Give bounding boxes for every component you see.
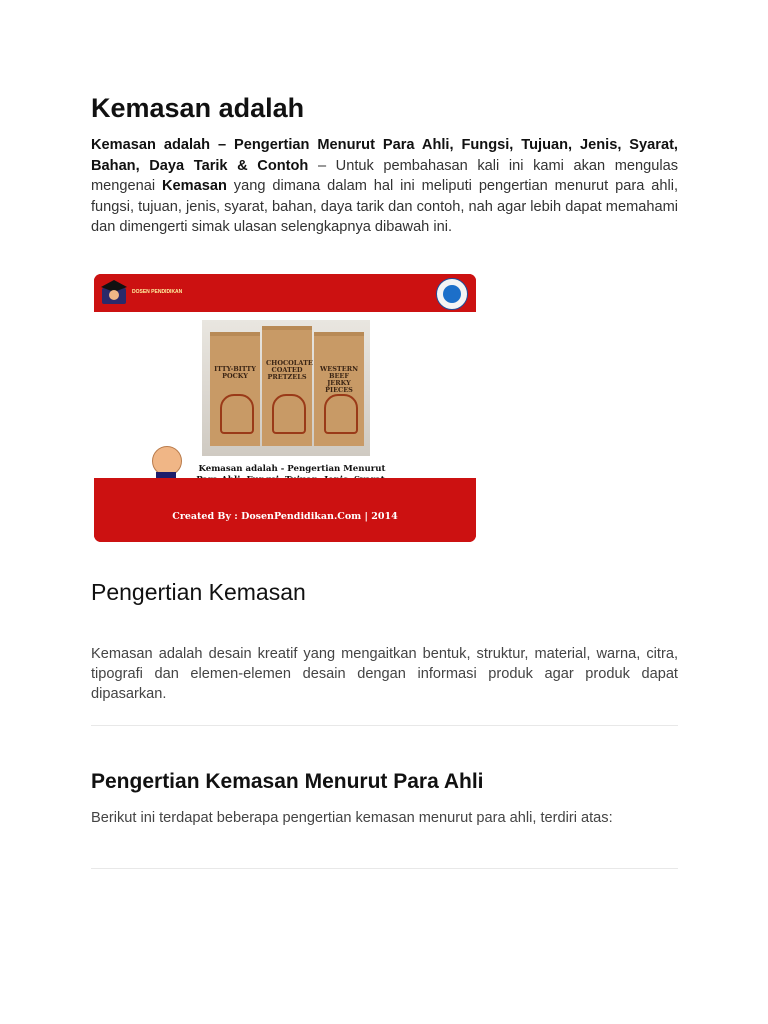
page-title: Kemasan adalah [91,93,305,123]
site-logo-icon [100,280,128,306]
bag-label: WESTERN BEEF JERKY PIECES [319,365,359,394]
banner-credit: Created By : DosenPendidikan.Com | 2014 [172,511,398,522]
coffee-bag-3 [314,332,364,446]
bag-label: ITTY-BITTY POCKY [214,365,256,380]
emblem-icon [436,278,468,310]
section-title-para-ahli: Pengertian Kemasan Menurut Para Ahli [91,770,484,793]
section-body-pengertian: Kemasan adalah desain kreatif yang mengaitkan bentuk, struktur, material, warna, citra, tipografi dan elemen-elemen desain dengan informasi produk agar produk dapat dipasarkan. [91,646,678,702]
intro-text-after: yang dimana dalam hal ini meliputi pengertian menurut para ahli, fungsi, tujuan, jenis, syarat, bahan, daya tarik dan contoh, nah agar lebih dapat memahami dan dimengerti simak ulasan selengkapnya dibawah ini. [91,178,678,235]
packaging-photo [202,320,370,456]
section-divider [91,868,678,869]
coffee-bag-2 [262,326,312,446]
section-title-pengertian: Pengertian Kemasan [91,579,306,605]
section-body-para-ahli: Berikut ini terdapat beberapa pengertian kemasan menurut para ahli, terdiri atas: [91,810,613,826]
hand-art-icon [272,394,306,434]
intro-text-before: – Untuk pembahasan kali ini kami akan mengulas mengenai [91,157,679,194]
intro-bold-word: Kemasan [162,178,227,194]
article-banner-image [94,274,476,542]
bag-art-icon [220,394,254,434]
coffee-bag-1 [210,332,260,446]
intro-bold-lead: Kemasan adalah – Pengertian Menurut Para Ahli, Fungsi, Tujuan, Jenis, Syarat, Bahan, Daya Tarik & Contoh [91,137,678,174]
site-logo-text: DOSEN PENDIDIKAN [132,289,183,295]
banner-footer [94,478,476,542]
banner-caption: Kemasan adalah - Pengertian Menurut [198,464,386,474]
intro-paragraph [91,135,678,238]
bag-label: CHOCOLATE COATED PRETZELS [266,359,313,381]
section-divider [91,725,678,726]
boot-art-icon [324,394,358,434]
